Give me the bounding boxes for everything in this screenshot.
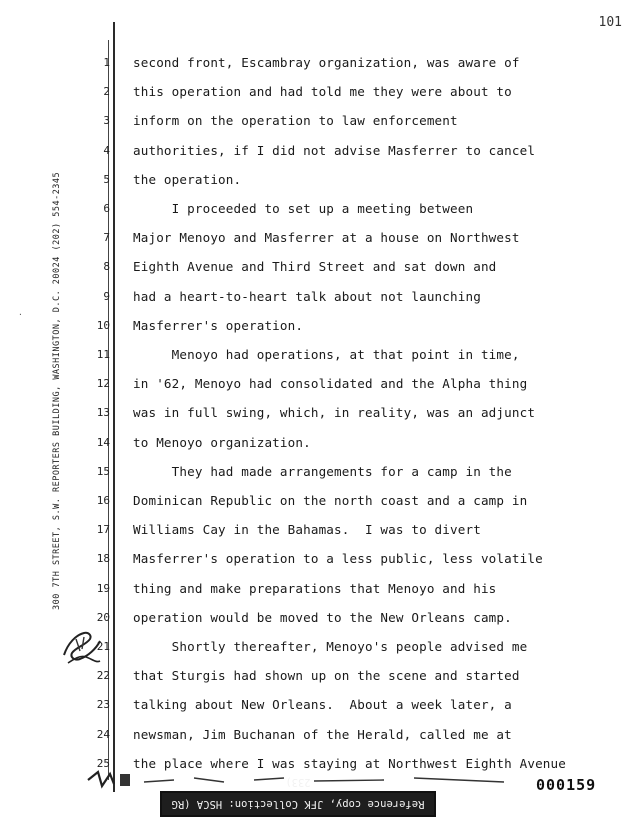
transcript-line: I proceeded to set up a meeting between — [133, 201, 474, 216]
line-number: 20 — [96, 611, 110, 624]
document-id: 000159 — [536, 776, 597, 794]
line-number: 21 — [96, 640, 110, 653]
reference-footer: Reference copy, JFK Collection: HSCA (RG 233) — [160, 791, 436, 817]
line-number: 19 — [96, 582, 110, 595]
transcript-line: had a heart-to-heart talk about not launching — [133, 289, 481, 304]
transcript-line: Masferrer's operation to a less public, less volatile — [133, 551, 543, 566]
transcript-line: Masferrer's operation. — [133, 318, 304, 333]
line-number: 4 — [103, 144, 110, 157]
line-number: 22 — [96, 669, 110, 682]
transcript-line: Major Menoyo and Masferrer at a house on Northwest — [133, 230, 520, 245]
transcript-line: inform on the operation to law enforcement — [133, 113, 458, 128]
transcript-line: newsman, Jim Buchanan of the Herald, called me at — [133, 727, 512, 742]
transcript-line: the operation. — [133, 172, 242, 187]
line-number: 2 — [103, 85, 110, 98]
transcript-line: Menoyo had operations, at that point in time, — [133, 347, 520, 362]
transcript-line: Dominican Republic on the north coast and a camp in — [133, 493, 528, 508]
line-number: 25 — [96, 757, 110, 770]
line-number: 10 — [96, 319, 110, 332]
page-number: 101 — [598, 15, 622, 30]
transcript-line: second front, Escambray organization, was aware of — [133, 55, 520, 70]
line-number: 23 — [96, 698, 110, 711]
line-number: 1 — [103, 56, 110, 69]
line-number: 5 — [103, 173, 110, 186]
line-number: 14 — [96, 436, 110, 449]
line-number: 12 — [96, 377, 110, 390]
line-number: 18 — [96, 552, 110, 565]
line-number: 9 — [103, 290, 110, 303]
transcript-line: this operation and had told me they were about to — [133, 84, 512, 99]
transcript-line: Williams Cay in the Bahamas. I was to divert — [133, 522, 481, 537]
transcript-line: thing and make preparations that Menoyo and his — [133, 581, 497, 596]
transcript-line: They had made arrangements for a camp in the — [133, 464, 512, 479]
left-margin-rule — [113, 22, 115, 792]
transcript-line: was in full swing, which, in reality, was an adjunct — [133, 405, 536, 420]
transcript-line: authorities, if I did not advise Masferrer to cancel — [133, 143, 536, 158]
line-number: 11 — [96, 348, 110, 361]
line-number: 6 — [103, 202, 110, 215]
line-number: 13 — [96, 406, 110, 419]
scan-speck: · — [18, 310, 23, 319]
line-number: 16 — [96, 494, 110, 507]
transcript-line: the place where I was staying at Northwest Eighth Avenue — [133, 756, 566, 771]
line-number: 24 — [96, 728, 110, 741]
transcript-line: operation would be moved to the New Orleans camp. — [133, 610, 512, 625]
transcript-line: in '62, Menoyo had consolidated and the Alpha thing — [133, 376, 528, 391]
transcript-line: talking about New Orleans. About a week later, a — [133, 697, 512, 712]
transcript-line: Shortly thereafter, Menoyo's people advised me — [133, 639, 528, 654]
line-number: 17 — [96, 523, 110, 536]
transcript-line: Eighth Avenue and Third Street and sat down and — [133, 259, 497, 274]
transcript-line: that Sturgis had shown up on the scene and started — [133, 668, 520, 683]
line-number: 3 — [103, 114, 110, 127]
line-number: 15 — [96, 465, 110, 478]
transcript-line: to Menoyo organization. — [133, 435, 311, 450]
side-margin-address: 300 7TH STREET, S.W. REPORTERS BUILDING, WASHINGTON, D.C. 20024 (202) 554-2345 — [52, 171, 62, 610]
line-number: 7 — [103, 231, 110, 244]
line-number: 8 — [103, 260, 110, 273]
